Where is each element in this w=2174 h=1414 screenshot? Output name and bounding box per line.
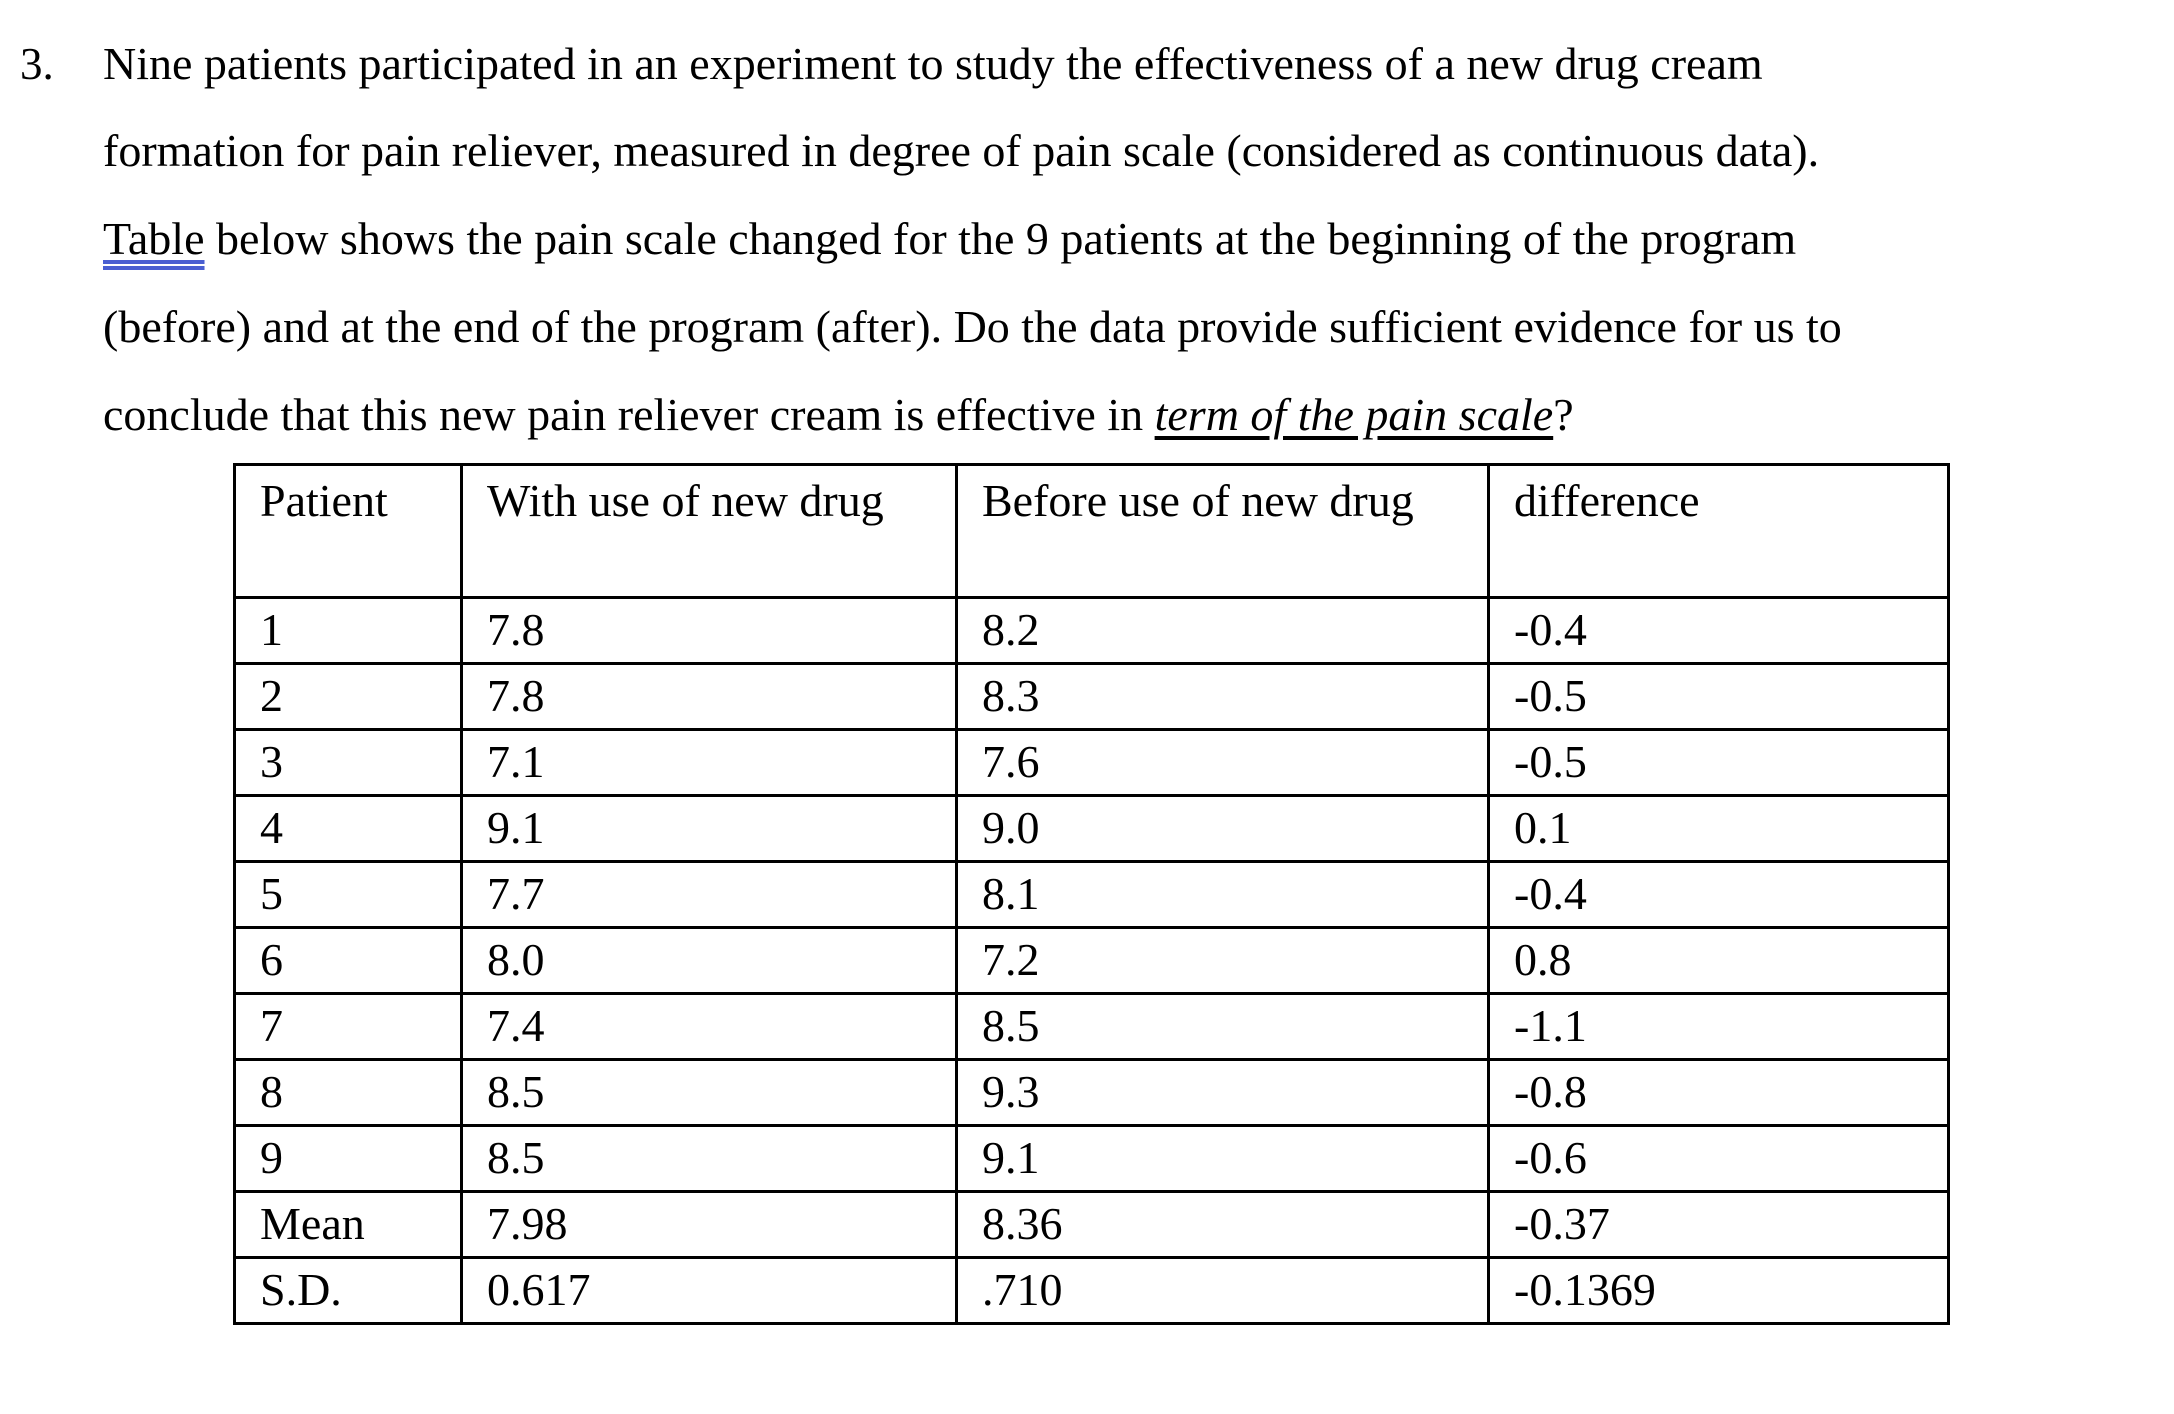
header-difference: difference <box>1489 465 1949 598</box>
table-row <box>235 994 1949 1060</box>
cell-before-drug: 9.3 <box>957 1060 1489 1126</box>
cell-with-drug: 8.5 <box>462 1060 957 1126</box>
emphasized-phrase: term of the pain scale <box>1154 389 1554 440</box>
question-line-3 <box>103 209 1796 269</box>
table-row-sd <box>235 1258 1949 1324</box>
cell-before-drug: 8.2 <box>957 598 1489 664</box>
cell-mean-difference: -0.37 <box>1489 1192 1949 1258</box>
cell-before-drug: 8.1 <box>957 862 1489 928</box>
cell-difference: -0.5 <box>1489 730 1949 796</box>
cell-with-drug: 7.8 <box>462 598 957 664</box>
question-line-4: (before) and at the end of the program (after). Do the data provide sufficient evidence for us to <box>103 301 1842 352</box>
cell-with-drug: 7.1 <box>462 730 957 796</box>
cell-with-drug: 8.0 <box>462 928 957 994</box>
table-row-mean <box>235 1192 1949 1258</box>
table-row <box>235 796 1949 862</box>
cell-with-drug: 7.4 <box>462 994 957 1060</box>
cell-with-drug: 8.5 <box>462 1126 957 1192</box>
header-with-drug: With use of new drug <box>462 465 957 598</box>
pain-scale-table <box>233 463 1950 1325</box>
cell-sd-with-drug: 0.617 <box>462 1258 957 1324</box>
cell-patient: 6 <box>235 928 462 994</box>
question-line-3-text: below shows the pain scale changed for the 9 patients at the beginning of the program <box>204 213 1797 264</box>
question-line-5 <box>103 385 1574 445</box>
header-before-drug: Before use of new drug <box>957 465 1489 598</box>
table-row <box>235 1126 1949 1192</box>
cell-sd-label: S.D. <box>235 1258 462 1324</box>
table-row <box>235 928 1949 994</box>
table-row <box>235 730 1949 796</box>
cell-patient: 7 <box>235 994 462 1060</box>
cell-sd-before-drug: .710 <box>957 1258 1489 1324</box>
cell-mean-before-drug: 8.36 <box>957 1192 1489 1258</box>
question-mark: ? <box>1553 389 1574 440</box>
cell-patient: 9 <box>235 1126 462 1192</box>
cell-with-drug: 9.1 <box>462 796 957 862</box>
header-patient: Patient <box>235 465 462 598</box>
cell-difference: -1.1 <box>1489 994 1949 1060</box>
question-number: 3. <box>20 39 54 89</box>
cell-patient: 8 <box>235 1060 462 1126</box>
cell-patient: 1 <box>235 598 462 664</box>
cell-before-drug: 9.1 <box>957 1126 1489 1192</box>
cell-before-drug: 9.0 <box>957 796 1489 862</box>
cell-before-drug: 8.3 <box>957 664 1489 730</box>
cell-patient: 2 <box>235 664 462 730</box>
table-row <box>235 1060 1949 1126</box>
cell-before-drug: 7.2 <box>957 928 1489 994</box>
cell-patient: 4 <box>235 796 462 862</box>
cell-difference: -0.6 <box>1489 1126 1949 1192</box>
cell-difference: -0.4 <box>1489 598 1949 664</box>
cell-difference: -0.4 <box>1489 862 1949 928</box>
cell-difference: 0.8 <box>1489 928 1949 994</box>
cell-before-drug: 7.6 <box>957 730 1489 796</box>
table-row <box>235 598 1949 664</box>
cell-mean-with-drug: 7.98 <box>462 1192 957 1258</box>
question-line-2: formation for pain reliever, measured in degree of pain scale (considered as continuous data). <box>103 125 1820 176</box>
table-reference-link[interactable]: Table <box>103 213 205 264</box>
table-row <box>235 862 1949 928</box>
table-header-row <box>235 465 1949 598</box>
cell-difference: -0.8 <box>1489 1060 1949 1126</box>
cell-patient: 3 <box>235 730 462 796</box>
cell-difference: -0.5 <box>1489 664 1949 730</box>
cell-with-drug: 7.8 <box>462 664 957 730</box>
question-line-5-text: conclude that this new pain reliever cream is effective in <box>103 389 1155 440</box>
table-row <box>235 664 1949 730</box>
cell-before-drug: 8.5 <box>957 994 1489 1060</box>
cell-sd-difference: -0.1369 <box>1489 1258 1949 1324</box>
cell-patient: 5 <box>235 862 462 928</box>
cell-mean-label: Mean <box>235 1192 462 1258</box>
cell-difference: 0.1 <box>1489 796 1949 862</box>
cell-with-drug: 7.7 <box>462 862 957 928</box>
question-line-1: Nine patients participated in an experiment to study the effectiveness of a new drug cream <box>103 38 1763 89</box>
